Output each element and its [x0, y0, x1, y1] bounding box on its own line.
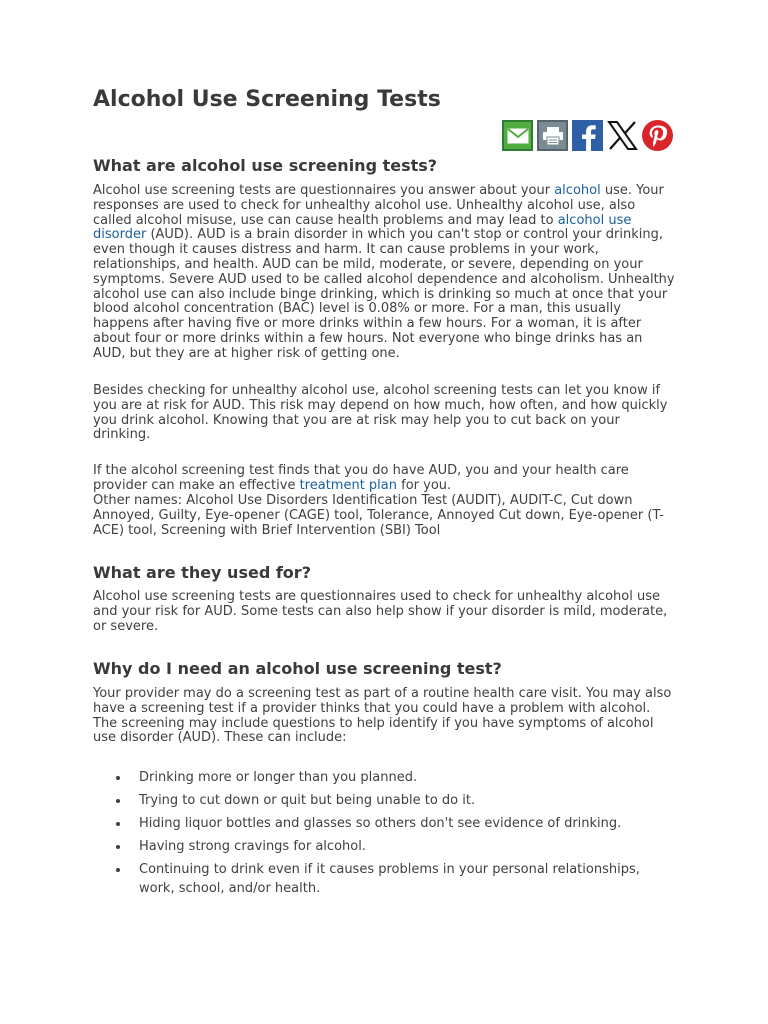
list-item: Continuing to drink even if it causes problems in your personal relationships, work, school, and/or health.	[93, 860, 677, 898]
intro-paragraph	[93, 184, 677, 362]
treatment-paragraph	[93, 464, 677, 494]
why-need-paragraph: Your provider may do a screening test as part of a routine health care visit. You may also have a screening test if a provider thinks that you could have a problem with alcohol. The screening may include questions to help identify if you have symptoms of alcohol use disorder (AUD). These can include:	[93, 686, 672, 746]
treatment-text-1: If the alcohol screening test finds that you do have AUD, you and your health care provider can make an effective	[93, 463, 629, 493]
share-toolbar	[502, 120, 673, 151]
intro-text-3: (AUD). AUD is a brain disorder in which you can't stop or control your drinking, even though it causes distress and harm. It can cause problems in your work, relationships, and health. AUD can be mild, moderate, or severe, depending on your symptoms. Severe AUD used to be called alcohol dependence and alcoholism. Unhealthy alcohol use can also include binge drinking, which is drinking so much at once that your blood alcohol concentration (BAC) level is 0.08% or more. For a man, this usually happens after having five or more drinks within a few hours. For a woman, it is after about four or more drinks within a few hours. Not everyone who binge drinks has an AUD, but they are at higher risk of getting one.	[93, 227, 675, 361]
other-names: Other names: Alcohol Use Disorders Identification Test (AUDIT), AUDIT-C, Cut down Annoyed, Guilty, Eye-opener (CAGE) tool, Tolerance, Annoyed Cut down, Eye-opener (T-ACE) tool, Screening with Brief Intervention (SBI) Tool	[93, 493, 664, 538]
x-share-button[interactable]	[607, 120, 638, 151]
page-title: Alcohol Use Screening Tests	[93, 87, 441, 112]
intro-text-2: use. Your responses are used to check for unhealthy alcohol use. Unhealthy alcohol use, also called alcohol misuse, use can cause health problems and may lead to	[93, 183, 664, 228]
alcohol-use-disorder-link[interactable]: alcohol use disorder	[93, 212, 632, 243]
x-icon	[607, 120, 638, 151]
facebook-icon	[572, 120, 603, 151]
list-item: Drinking more or longer than you planned.	[93, 768, 677, 787]
section-heading-what-are: What are alcohol use screening tests?	[93, 156, 438, 175]
print-icon	[542, 126, 564, 146]
alcohol-link[interactable]: alcohol	[554, 183, 601, 198]
pinterest-share-button[interactable]	[642, 120, 673, 151]
pinterest-icon	[642, 120, 673, 151]
symptoms-list	[93, 768, 677, 901]
print-button[interactable]	[537, 120, 568, 151]
used-for-paragraph: Alcohol use screening tests are questionnaires used to check for unhealthy alcohol use and your risk for AUD. Some tests can also help show if your disorder is mild, moderate, or severe.	[93, 589, 668, 634]
list-item: Having strong cravings for alcohol.	[93, 837, 677, 856]
risk-paragraph: Besides checking for unhealthy alcohol use, alcohol screening tests can let you know if you are at risk for AUD. This risk may depend on how much, how often, and how quickly you drink alcohol. Knowing that you are at risk may help you to cut back on your drinking.	[93, 383, 668, 443]
treatment-text-2: for you.	[397, 477, 452, 493]
treatment-plan-link[interactable]: treatment plan	[299, 477, 397, 493]
facebook-share-button[interactable]	[572, 120, 603, 151]
list-item: Hiding liquor bottles and glasses so others don't see evidence of drinking.	[93, 814, 677, 833]
email-share-button[interactable]	[502, 120, 533, 151]
intro-text-1: Alcohol use screening tests are questionnaires you answer about your	[93, 183, 555, 198]
list-item: Trying to cut down or quit but being unable to do it.	[93, 791, 677, 810]
section-heading-used-for: What are they used for?	[93, 563, 311, 582]
email-icon	[507, 128, 529, 144]
section-heading-why-need: Why do I need an alcohol use screening test?	[93, 659, 502, 678]
